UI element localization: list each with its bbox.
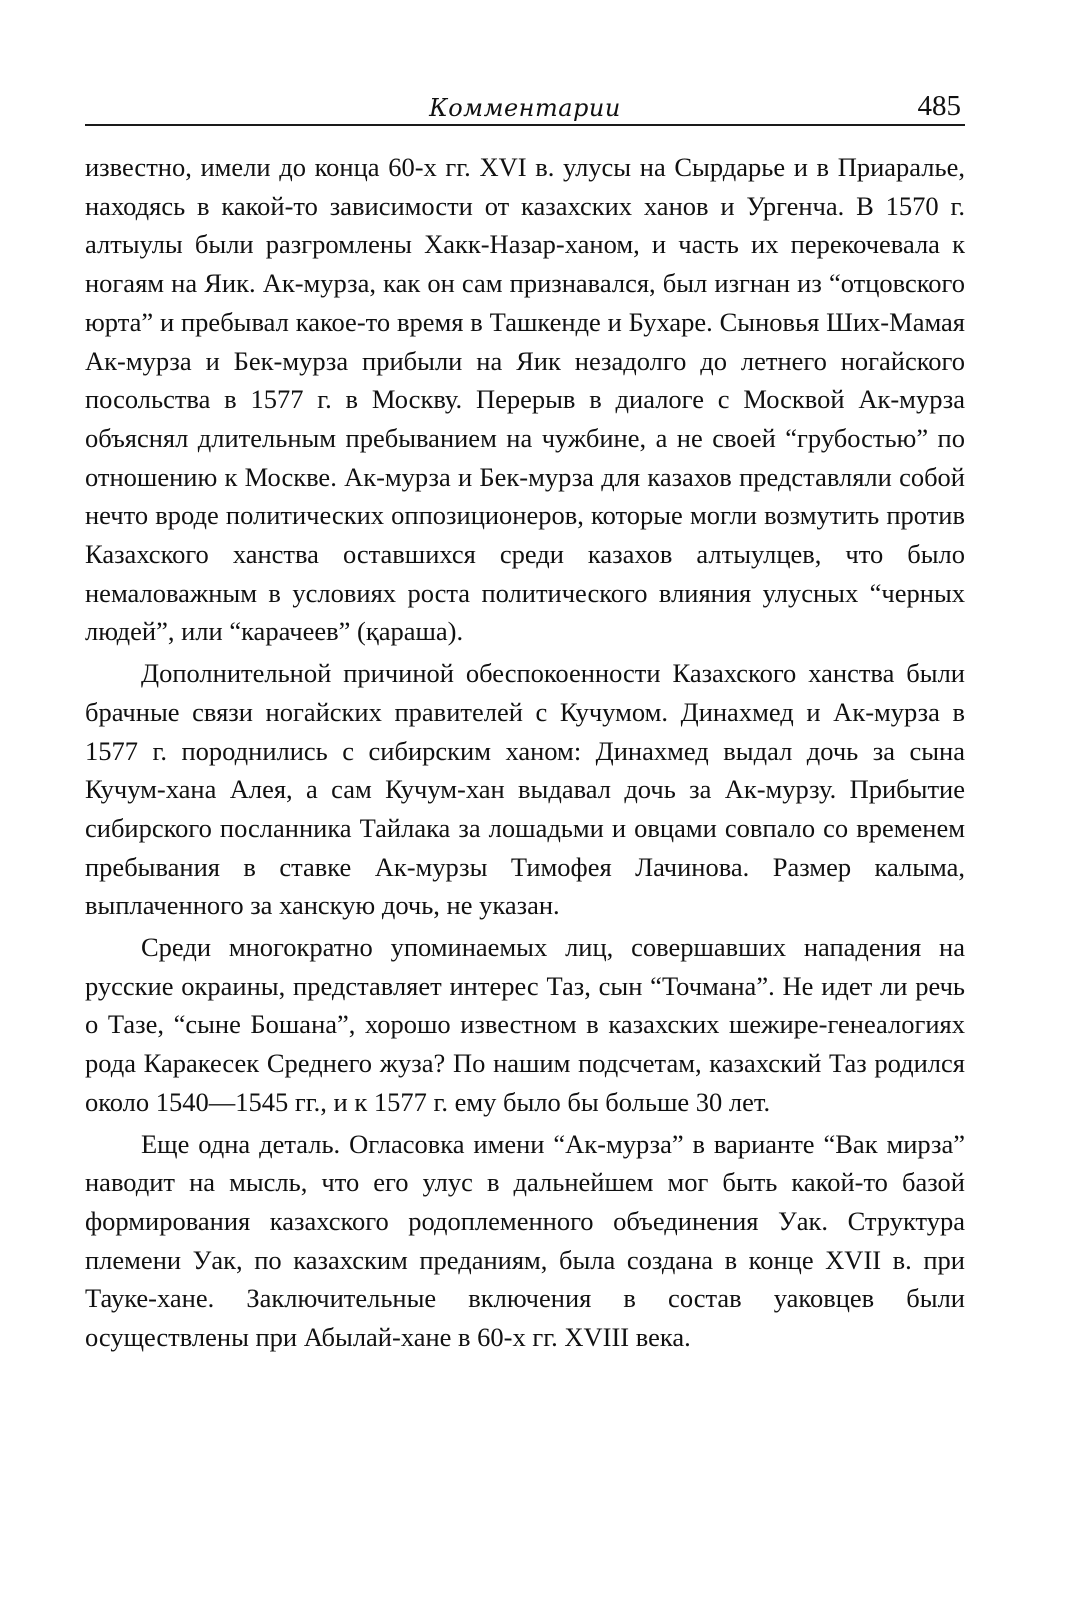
running-title: Комментарии [429,94,621,122]
paragraph-3: Среди многократно упоминаемых лиц, совершавших нападения на русские окраины, представляет интерес Таз, сын “Точмана”. Не идет ли речь о Тазе, “сыне Бошана”, хорошо известном в казахских шежире-генеалогиях рода Каракесек Среднего жуза? По нашим подсчетам, казахский Таз родился около 1540—1545 гг., и к 1577 г. ему было бы больше 30 лет. [85,932,965,1117]
book-page [85,80,965,1360]
running-head [85,80,965,126]
paragraph-1: известно, имели до конца 60-х гг. XVI в. улусы на Сырдарье и в Приаралье, находясь в какой-то зависимости от казахских ханов и Ургенча. В 1570 г. алтыулы были разгромлены Хакк-Назар-ханом, и часть их перекочевала к ногаям на Яик. Ак-мурза, как он сам признавался, был изгнан из “отцовского юрта” и пребывал какое-то время в Ташкенде и Бухаре. Сыновья Ших-Мамая Ак-мурза и Бек-мурза прибыли на Яик незадолго до летнего ногайского посольства в 1577 г. в Москву. Перерыв в диалоге с Москвой Ак-мурза объяснял длительным пребыванием на чужбине, а не своей “грубостью” по отношению к Москве. Ак-мурза и Бек-мурза для казахов представляли собой нечто вроде политических оппозиционеров, которые могли возмутить против Казахского ханства оставшихся среди казахов алтыулцев, что было немаловажным в условиях роста политического влияния улусных “черных людей”, или “карачеев” (қараша). [85,152,965,647]
body-text [85,148,965,1357]
paragraph-4: Еще одна деталь. Огласовка имени “Ак-мурза” в варианте “Вак мирза” наводит на мысль, что его улус в дальнейшем мог быть какой-то базой формирования казахского родоплеменного объединения Уак. Структура племени Уак, по казахским преданиям, была создана в конце XVII в. при Тауке-хане. Заключительные включения в состав уаковцев были осуществлены при Абылай-хане в 60-х гг. XVIII века. [85,1128,965,1353]
page-number: 485 [917,90,961,122]
paragraph-2: Дополнительной причиной обеспокоенности Казахского ханства были брачные связи ногайских правителей с Кучумом. Динахмед и Ак-мурза в 1577 г. породнились с сибирским ханом: Динахмед выдал дочь за сына Кучум-хана Алея, а сам Кучум-хан выдавал дочь за Ак-мурзу. Прибытие сибирского посланника Тайлака за лошадьми и овцами совпало со временем пребывания в ставке Ак-мурзы Тимофея Лачинова. Размер калыма, выплаченного за ханскую дочь, не указан. [85,658,965,921]
